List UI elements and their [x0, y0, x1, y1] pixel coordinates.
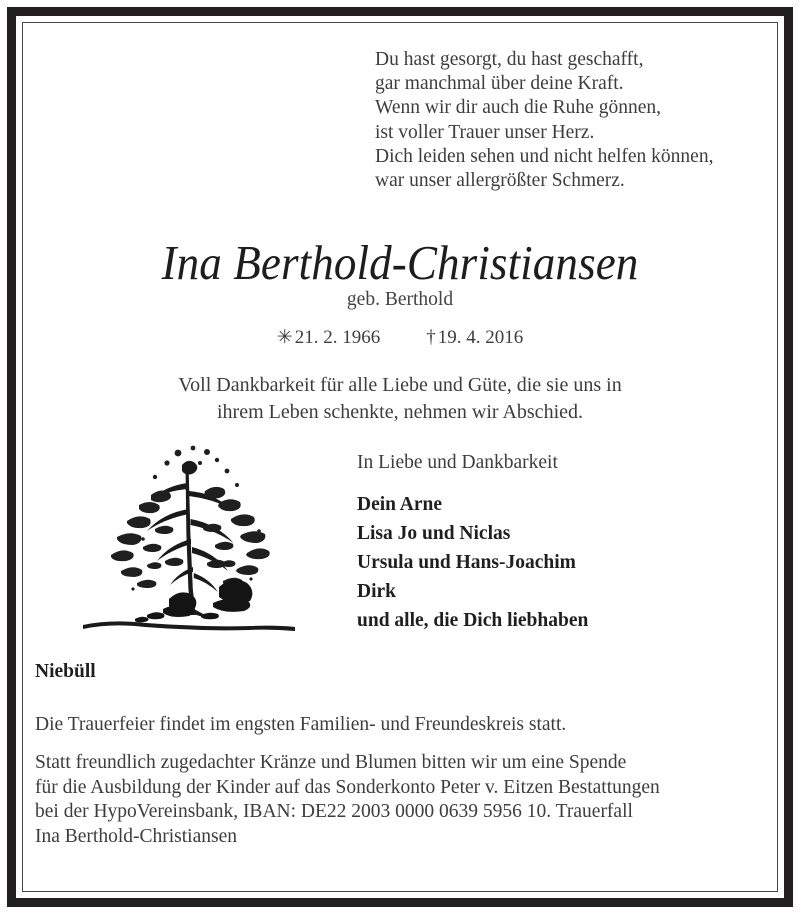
birth-date: 21. 2. 1966	[294, 327, 381, 348]
family-block	[357, 452, 588, 635]
dedication-line: Voll Dankbarkeit für alle Liebe und Güte, die sie uns in	[178, 374, 622, 396]
deceased-name: Ina Berthold-Christiansen	[161, 235, 639, 290]
notice-content	[24, 24, 776, 890]
mourner-name: Lisa Jo und Niclas	[357, 523, 511, 544]
donation-line: für die Ausbildung der Kinder auf das Sonderkonto Peter v. Eitzen Bestattungen	[35, 776, 660, 798]
donation-line: bei der HypoVereinsbank, IBAN: DE22 2003 0000 0639 5956 10. Trauerfall	[35, 801, 633, 822]
birth-date-group	[277, 327, 380, 348]
poem-line: ist voller Trauer unser Herz.	[375, 121, 595, 143]
place-name: Niebüll	[35, 661, 96, 682]
maiden-name: geb. Berthold	[346, 289, 454, 310]
donation-note	[35, 751, 749, 849]
cross-dagger-icon: †	[426, 327, 438, 348]
poem-line: Dich leiden sehen und nicht helfen können,	[375, 145, 714, 167]
poem-line: Du hast gesorgt, du hast geschafft,	[375, 49, 644, 70]
life-dates	[24, 326, 776, 349]
family-lead-text: In Liebe und Dankbarkeit	[357, 452, 558, 473]
birth-star-icon: ✳	[276, 327, 295, 348]
ceremony-note: Die Trauerfeier findet im engsten Familien- und Freundeskreis statt.	[35, 714, 567, 735]
dedication-text	[24, 372, 776, 426]
tree-illustration	[81, 439, 297, 634]
mourner-name: Dein Arne	[357, 494, 443, 515]
mourner-name: und alle, die Dich liebhaben	[357, 610, 589, 631]
donation-line: Ina Berthold-Christiansen	[35, 825, 237, 847]
memorial-poem	[375, 48, 713, 193]
dedication-line: ihrem Leben schenkte, nehmen wir Abschied.	[217, 401, 583, 423]
mourner-name: Ursula und Hans-Joachim	[357, 552, 576, 573]
death-date: 19. 4. 2016	[437, 327, 524, 348]
death-date-group	[426, 327, 523, 348]
poem-line: Wenn wir dir auch die Ruhe gönnen,	[375, 97, 661, 119]
poem-line: war unser allergrößter Schmerz.	[375, 170, 625, 192]
poem-line: gar manchmal über deine Kraft.	[375, 73, 624, 95]
mourner-name: Dirk	[357, 581, 396, 602]
donation-line: Statt freundlich zugedachter Kränze und Blumen bitten wir um eine Spende	[35, 752, 627, 773]
